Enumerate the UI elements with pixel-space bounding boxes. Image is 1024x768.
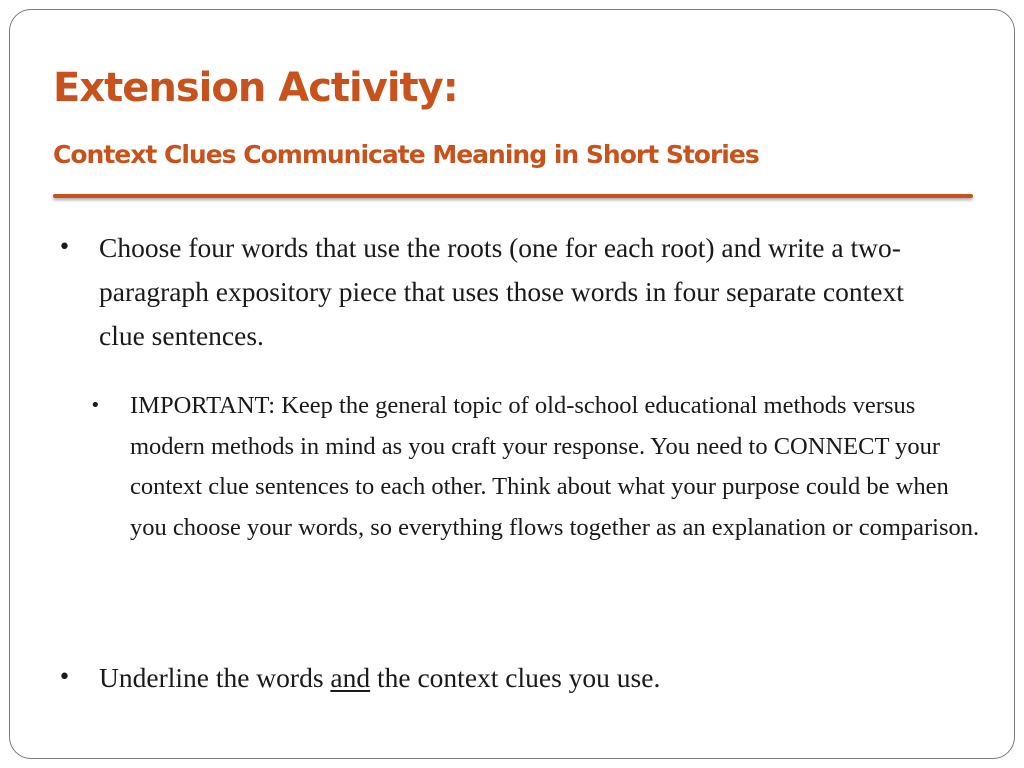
sub-bullet-text: IMPORTANT: Keep the general topic of old-school educational methods versus modern methods in mind as you craft your response. You need to CONNECT your context clue sentences to each other. Think about what your purpose could be when you choose your words, so everything flows together as an explanation or comparison. xyxy=(130,392,980,541)
bullet-text-after: the context clues you use. xyxy=(370,662,661,693)
bullet-text: Choose four words that use the roots (one for each root) and write a two-paragraph expository piece that uses those words in four separate context clue sentences. xyxy=(99,232,904,351)
slide-title: Extension Activity: xyxy=(53,65,458,111)
bullet-item-underline xyxy=(58,656,938,700)
slide-subtitle: Context Clues Communicate Meaning in Short Stories xyxy=(53,140,759,169)
bullet-item-choose-words xyxy=(58,226,938,358)
title-divider xyxy=(53,194,973,198)
bullet-text xyxy=(99,656,938,700)
slide-frame xyxy=(9,9,1015,759)
sub-bullet-item-important xyxy=(90,386,990,548)
bullet-icon: • xyxy=(58,235,71,260)
bullet-icon: • xyxy=(58,665,71,690)
underlined-word: and xyxy=(330,662,371,693)
bullet-icon: • xyxy=(90,395,101,416)
bullet-text-before: Underline the words xyxy=(99,662,331,693)
